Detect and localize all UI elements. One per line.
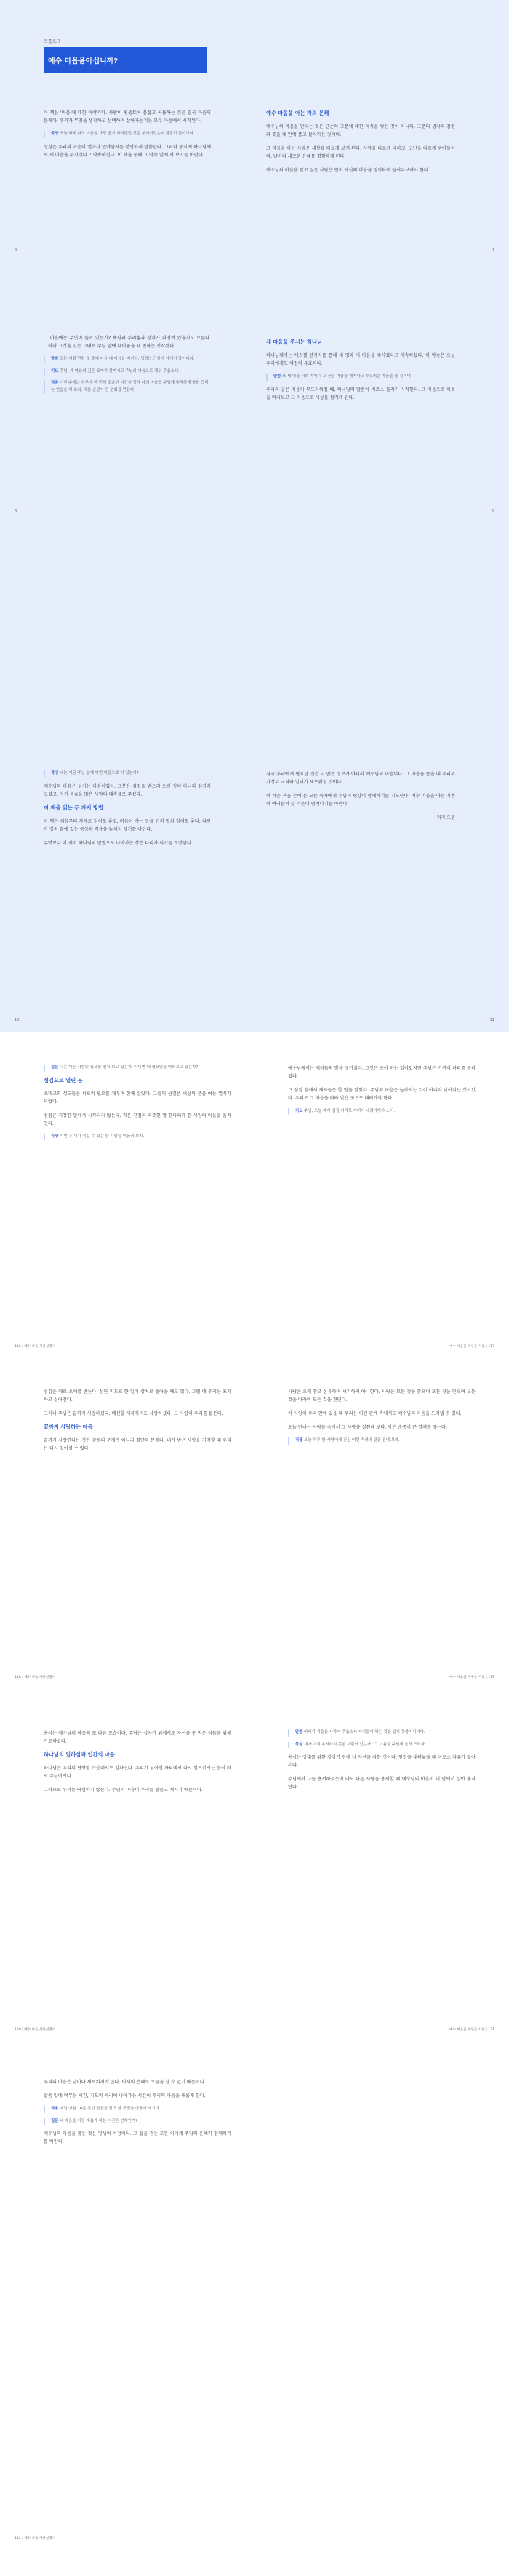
page-body (44, 770, 211, 853)
note-label: 적용 (295, 1438, 303, 1442)
paragraph: 이 작은 책을 손에 든 모든 독자에게 주님의 평강이 함께하기를 기도한다. 예수 마음을 아는 기쁨이 여러분의 삶 가운데 넘쳐나기를 바란다. (266, 794, 455, 807)
paragraph: 그러므로 우리는 낙심하지 않는다. 주님의 마음이 우리를 붙들고 계시기 때문이다. (44, 1788, 203, 1793)
paragraph: 우리의 마음은 날마다 새로워져야 한다. 어제의 은혜로 오늘을 살 수 없기 때문이다. (44, 2080, 206, 2085)
paragraph: 그 마음을 아는 사람은 세상을 다르게 보게 된다. 사람을 다르게 대하고, 고난을 다르게 받아들이며, 날마다 새로운 은혜를 경험하게 된다. (266, 146, 455, 159)
page-8 (0, 262, 254, 520)
book-page-117 (254, 1065, 509, 1121)
section-heading: 이 책을 읽는 두 가지 방법 (44, 804, 103, 811)
paragraph: 말씀 앞에 머무는 시간, 기도의 자리에 나아가는 시간이 우리의 마음을 새롭게 한다. (44, 2093, 206, 2099)
note-box (288, 1437, 476, 1445)
paragraph: 예수님의 마음을 알고 싶은 사람은 먼저 자신의 마음을 정직하게 들여다보아야 한다. (266, 168, 430, 173)
paragraph: 무엇보다 이 책이 하나님의 말씀으로 나아가는 작은 다리가 되기를 소망한다. (44, 840, 193, 846)
note-label: 묵상 (295, 1742, 303, 1747)
paragraph: 오늘 만나는 사람들 속에서 그 사랑을 실천해 보라. 작은 순종이 큰 열매를 맺는다. (288, 1425, 447, 1430)
paragraph: 끝까지 사랑한다는 것은 감정의 문제가 아니라 결단의 문제다. 내가 받은 사랑을 기억할 때 우리는 다시 일어설 수 있다. (44, 1438, 231, 1451)
book-page-116 (10, 1065, 265, 1145)
note-box (44, 2118, 231, 2125)
book-page-120 (10, 1729, 265, 1800)
note-box (288, 1742, 476, 1749)
note-label: 질문 (51, 2118, 59, 2123)
page-number: 9 (492, 509, 494, 514)
note-label: 기도 (295, 1109, 303, 1113)
paragraph: 이 책은 '마음'에 대한 이야기다. 사람이 평생토록 붙잡고 씨름하는 것은 결국 마음의 문제다. 우리가 무엇을 생각하고 선택하며 살아가는지는 모두 마음에서 시작된다. (44, 110, 211, 124)
note-label: 말씀 (295, 1730, 303, 1735)
note-text: 또 새 영을 너희 속에 두고 굳은 마음을 제거하고 부드러운 마음을 줄 것이며 (282, 374, 411, 379)
page-number: 11 (489, 1018, 494, 1022)
note-text: 오늘 하루 한 사람에게 진심 어린 격려의 말을 건네 보라. (304, 1438, 400, 1442)
note-label: 묵상 (51, 1134, 59, 1139)
section-heading: 하나님의 일하심과 인간의 마음 (44, 1751, 115, 1758)
chapter-tag: 프롤로그 (44, 39, 61, 44)
paragraph: 용서는 예수님의 마음의 또 다른 모습이다. 주님은 십자가 위에서도 자신을 못 박은 자들을 위해 기도하셨다. (44, 1731, 231, 1744)
note-label: 질문 (51, 1065, 59, 1070)
note-box (266, 374, 455, 381)
signature: 저자 드림 (436, 815, 455, 820)
book-pages (0, 1032, 509, 2576)
paragraph: 성경은 우리의 마음이 얼마나 연약한지를 분명하게 말씀한다. 그러나 동시에 하나님께서 새 마음을 주시겠다고 약속하신다. 이 책을 통해 그 약속 앞에 서 보기를 바란다. (44, 144, 211, 158)
chapter-title-prefix: 예수 마음을 (48, 57, 86, 65)
page-body (266, 770, 455, 820)
section-heading: 끝까지 사랑하는 마음 (44, 1424, 93, 1430)
note-box (44, 380, 211, 394)
page-number: 8 (15, 509, 17, 514)
paragraph: 결국 우리에게 필요한 것은 더 많은 정보가 아니라 예수님의 마음이다. 그 마음을 품을 때 우리의 가정과 교회와 일터가 새로워질 것이다. (266, 772, 455, 785)
page-number: 7 (492, 248, 494, 252)
note-text: 내가 아직 용서하지 못한 사람이 있는가? 그 이름을 주님께 올려 드리라. (304, 1742, 426, 1747)
paragraph: 이 사랑이 우리 안에 있을 때 우리는 어떤 관계 속에서도 예수님의 마음을 드러낼 수 있다. (288, 1411, 462, 1416)
spread-2 (0, 262, 509, 520)
page-10 (0, 770, 254, 1028)
note-text: 나는 다른 사람의 필요를 먼저 보고 있는가, 아니면 내 필요만을 바라보고 있는가? (60, 1065, 199, 1070)
page-number: 6 (15, 248, 17, 252)
note-text: 이번 주 내가 섬길 수 있는 한 사람을 떠올려 보라. (60, 1134, 145, 1139)
note-text: 나는 지금 주님 앞에 어떤 마음으로 서 있는가? (60, 771, 139, 775)
note-box (44, 131, 211, 138)
page-footer: 예수 마음을 배우는 사람 | 121 (449, 2028, 494, 2032)
section-heading: 새 마음을 주시는 하나님 (266, 339, 322, 345)
note-text: 주님, 제 마음의 깊은 곳까지 살피시고 주님의 마음으로 채워 주옵소서. (60, 368, 180, 374)
spread-3 (0, 770, 509, 1028)
chapter-title-emphasis: 아십니까? (85, 57, 119, 65)
note-label: 기도 (51, 368, 59, 374)
preview-spreads (0, 0, 509, 1032)
note-label: 묵상 (51, 132, 59, 136)
note-label: 묵상 (51, 771, 59, 775)
page-footer: 118 | 예수 마음 사용설명서 (15, 1676, 56, 1679)
paragraph: 예수님의 마음을 안다는 것은 단순히 그분에 대한 지식을 쌓는 것이 아니다. 그분의 생각과 감정과 뜻을 내 안에 품고 살아가는 것이다. (266, 124, 455, 137)
book-page-122 (10, 2078, 265, 2152)
page-footer: 예수 마음을 배우는 사람 | 117 (449, 1345, 494, 1349)
paragraph: 그 마음에는 무엇이 들어 있는가? 욕심과 두려움과 상처가 뒤엉켜 있을지도 모른다. 그러나 그것을 있는 그대로 주님 앞에 내어놓을 때 변화는 시작된다. (44, 336, 211, 349)
paragraph: 하나님은 우리의 연약함 가운데서도 일하신다. 우리가 넘어진 자리에서 다시 일으키시는 분이 바로 주님이시다. (44, 1766, 231, 1779)
note-label: 말씀 (273, 374, 281, 379)
page-body (44, 109, 211, 165)
book-page-118 (10, 1388, 265, 1458)
note-text: 모든 지킬 만한 것 중에 더욱 네 마음을 지키라. 생명의 근원이 이에서 남이니라. (60, 357, 195, 361)
note-text: 내 마음을 가장 새롭게 하는 시간은 언제인가? (60, 2118, 138, 2123)
spread-1 (0, 0, 509, 258)
page-11 (254, 770, 509, 1028)
page-footer: 116 | 예수 마음 사용설명서 (15, 1345, 56, 1349)
paragraph: 우리의 굳은 마음이 부드러워질 때, 하나님의 말씀이 비로소 들리기 시작한다. 그 마음으로 이웃을 바라보고 그 마음으로 세상을 섬기게 된다. (266, 387, 455, 400)
section-heading: 예수 마음을 아는 자의 은혜 (266, 110, 329, 116)
note-label: 말씀 (51, 357, 59, 361)
page-body (266, 334, 455, 408)
paragraph: 초대교회 성도들은 서로의 필요를 채우며 함께 살았다. 그들의 섬김은 세상의 문을 여는 열쇠가 되었다. (44, 1091, 231, 1105)
note-text: 오늘 하루 나의 마음을 가장 많이 차지했던 것은 무엇이었는지 잠잠히 돌아보라. (60, 132, 195, 136)
page-number: 10 (15, 1018, 20, 1022)
note-text: 이번 주에는 하루에 한 번씩 조용한 시간을 정해 나의 마음을 주님께 솔직하게 올려 드리는 연습을 해 보라. 작은 습관이 큰 변화를 만든다. (51, 381, 209, 392)
paragraph: 예수님께서는 제자들의 발을 씻기셨다. 그것은 종이 하는 일이었지만 주님은 기꺼이 허리를 굽히셨다. (288, 1066, 476, 1079)
page-9 (254, 262, 509, 520)
note-label: 적용 (51, 2107, 59, 2111)
page-footer: 120 | 예수 마음 사용설명서 (15, 2028, 56, 2032)
page-body (44, 334, 211, 399)
paragraph: 용서는 상대를 위한 것이기 전에 나 자신을 위한 것이다. 원망을 내려놓을 때 비로소 자유가 찾아온다. (288, 1755, 476, 1768)
page-footer: 예수 마음을 배우는 사람 | 119 (449, 1676, 494, 1679)
paragraph: 섬김은 때로 오해를 받는다. 선한 의도로 한 일이 상처로 돌아올 때도 있다. 그럴 때 우리는 포기하고 싶어진다. (44, 1389, 231, 1402)
note-text: 매일 아침 10분 동안 말씀을 읽고 한 구절을 마음에 새기라. (60, 2107, 161, 2111)
note-box (44, 770, 211, 778)
page-footer: 122 | 예수 마음 사용설명서 (15, 2537, 56, 2540)
section-heading: 섬김으로 열린 문 (44, 1076, 83, 1083)
paragraph: 그러나 주님은 끝까지 사랑하셨다. 배신할 제자까지도 사랑하셨다. 그 사랑이 우리를 붙든다. (44, 1411, 223, 1416)
paragraph: 그 섬김 앞에서 제자들은 할 말을 잃었다. 주님의 마음은 높아지는 것이 아니라 낮아지는 것이었다. 우리도 그 마음을 따라 낮은 곳으로 내려가야 한다. (288, 1088, 476, 1101)
book-page-121 (254, 1729, 509, 1797)
book-page-119 (254, 1388, 509, 1450)
paragraph: 사랑은 오래 참고 온유하며 시기하지 아니한다. 사랑은 모든 것을 참으며 모든 것을 믿으며 모든 것을 바라며 모든 것을 견딘다. (288, 1389, 476, 1402)
paragraph: 예수님의 마음을 품는 것은 평생의 여정이다. 그 길을 걷는 모든 이에게 주님의 은혜가 함께하기를 바란다. (44, 2131, 231, 2144)
page-body (266, 105, 455, 180)
note-box (288, 1729, 476, 1737)
paragraph: 예수님의 마음은 섬기는 마음이었다. 그분은 섬김을 받으러 오신 것이 아니라 섬기러 오셨고, 자기 목숨을 많은 사람의 대속물로 주셨다. (44, 783, 211, 797)
paragraph: 주님께서 나를 용서하셨듯이 나도 다른 사람을 용서할 때 예수님의 마음이 내 안에서 살아 움직인다. (288, 1777, 476, 1790)
note-box (288, 1108, 476, 1115)
note-text: 아버지 저들을 사하여 주옵소서 자기들이 하는 것을 알지 못함이니이다. (304, 1730, 425, 1735)
page-6 (0, 0, 254, 258)
chapter-title (44, 47, 207, 73)
paragraph: 섬김은 거창한 일에서 시작되지 않는다. 작은 친절과 따뜻한 말 한마디가 한 사람의 마음을 움직인다. (44, 1113, 231, 1126)
paragraph: 이 책은 처음부터 차례로 읽어도 좋고, 마음이 가는 장을 먼저 펼쳐 읽어도 좋다. 다만 각 장의 끝에 있는 묵상과 적용을 놓치지 않기를 바란다. (44, 818, 211, 832)
note-label: 적용 (51, 381, 59, 385)
paragraph: 하나님께서는 에스겔 선지자를 통해 새 영과 새 마음을 주시겠다고 약속하셨다. 이 약속은 오늘 우리에게도 여전히 유효하다. (266, 353, 455, 366)
note-box (44, 1065, 231, 1072)
note-box (44, 2106, 231, 2113)
note-box (44, 1134, 231, 1141)
page-7 (254, 0, 509, 258)
note-box (44, 368, 211, 376)
note-text: 주님, 오늘 제가 섬길 자리로 기꺼이 내려가게 하소서. (304, 1109, 395, 1113)
note-box (44, 356, 211, 363)
